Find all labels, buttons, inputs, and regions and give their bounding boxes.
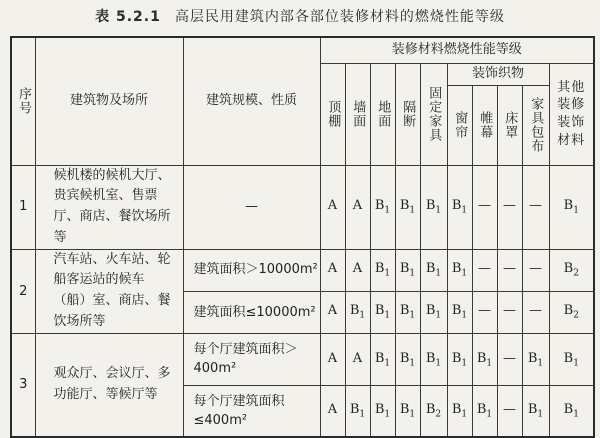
table-row [11,165,594,249]
row-seq: 2 [11,249,35,333]
row-seq: 3 [11,333,35,437]
rating-cell: $B_1$ [395,291,420,333]
header-ceiling: 顶棚 [320,63,345,165]
rating-cell: $B_1$ [395,385,420,437]
rating-cell: $B_1$ [447,291,472,333]
rating-cell: $B_1$ [370,385,395,437]
rating-cell: $B_1$ [472,385,497,437]
header-partition: 隔断 [395,63,420,165]
header-building: 建筑物及场所 [35,37,183,165]
header-other: 其他装修装饰材料 [549,63,594,165]
row-scale: 每个厅建筑面积＞400m² [183,333,320,385]
header-curtain: 窗帘 [447,85,472,165]
table-row [11,249,594,291]
header-fabric-group: 装饰织物 [447,63,549,85]
rating-cell: $B_1$ [549,333,594,385]
rating-cell: A [320,249,345,291]
rating-cell: A [320,333,345,385]
rating-cell: — [522,165,549,249]
row-seq: 1 [11,165,35,249]
rating-cell: — [472,165,497,249]
header-seq: 序号 [11,37,35,165]
rating-cell: — [497,291,522,333]
header-drape: 帷幕 [472,85,497,165]
rating-cell: — [472,291,497,333]
fire-rating-table [10,36,595,438]
rating-cell: $B_1$ [447,385,472,437]
rating-cell: $B_1$ [370,333,395,385]
rating-cell: $B_1$ [395,333,420,385]
rating-cell: $B_1$ [447,165,472,249]
rating-cell: A [345,333,370,385]
rating-cell: $B_2$ [549,249,594,291]
rating-cell: $B_1$ [345,291,370,333]
rating-cell: $B_1$ [420,165,447,249]
rating-cell: $B_1$ [420,333,447,385]
rating-cell: — [522,291,549,333]
header-furniture: 固定家具 [420,63,447,165]
rating-cell: A [345,249,370,291]
row-scale: — [183,165,320,249]
rating-cell: $B_1$ [370,291,395,333]
rating-cell: A [320,385,345,437]
rating-cell: $B_1$ [472,333,497,385]
header-floor: 地面 [370,63,395,165]
rating-cell: $B_1$ [420,249,447,291]
header-wall: 墙面 [345,63,370,165]
row-scale: 建筑面积≤10000m² [183,291,320,333]
rating-cell: $B_1$ [420,291,447,333]
rating-cell: — [497,249,522,291]
rating-cell: — [497,333,522,385]
rating-cell: $B_2$ [549,291,594,333]
rating-cell: $B_2$ [420,385,447,437]
rating-cell: A [345,165,370,249]
rating-cell: $B_1$ [447,249,472,291]
row-building: 汽车站、火车站、轮船客运站的候车（船）室、商店、餐饮场所等 [35,249,183,333]
rating-cell: A [320,165,345,249]
rating-cell: $B_1$ [522,385,549,437]
rating-cell: $B_1$ [345,385,370,437]
row-scale: 建筑面积＞10000m² [183,249,320,291]
header-rating-group: 装修材料燃烧性能等级 [320,37,594,63]
rating-cell: — [522,249,549,291]
header-upholstery: 家具包布 [522,85,549,165]
row-scale: 每个厅建筑面积≤400m² [183,385,320,437]
rating-cell: — [472,249,497,291]
row-building: 观众厅、会议厅、多功能厅、等候厅等 [35,333,183,437]
rating-cell: $B_1$ [549,385,594,437]
header-bedspread: 床罩 [497,85,522,165]
table-caption: 高层民用建筑内部各部位装修材料的燃烧性能等级 [174,9,505,25]
rating-cell: A [320,291,345,333]
rating-cell: $B_1$ [395,165,420,249]
table-number: 表 5.2.1 [95,9,161,25]
rating-cell: $B_1$ [370,165,395,249]
row-building: 候机楼的候机大厅、贵宾候机室、售票厅、商店、餐饮场所等 [35,165,183,249]
rating-cell: $B_1$ [522,333,549,385]
rating-cell: $B_1$ [549,165,594,249]
rating-cell: $B_1$ [370,249,395,291]
rating-cell: $B_1$ [447,333,472,385]
table-row [11,333,594,385]
rating-cell: — [497,165,522,249]
table-title [0,6,600,26]
rating-cell: — [497,385,522,437]
rating-cell: $B_1$ [395,249,420,291]
header-scale: 建筑规模、性质 [183,37,320,165]
